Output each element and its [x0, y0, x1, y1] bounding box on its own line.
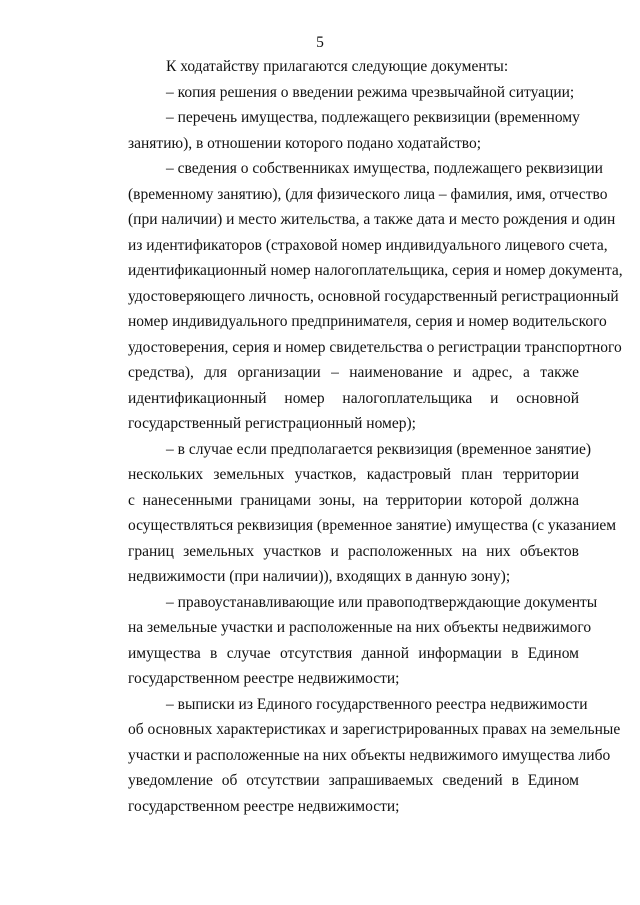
text-line: на земельные участки и расположенные на них объекты недвижимого — [128, 619, 592, 636]
list-item-cadastral-plan — [90, 437, 617, 590]
text-line: (при наличии) и место жительства, а также дата и место рождения и один — [128, 211, 616, 228]
text-line: государственном реестре недвижимости; — [128, 797, 400, 815]
text-line: с нанесенными границами зоны, на территории которой должна — [128, 491, 579, 509]
list-item-decision-copy — [90, 80, 579, 106]
text-line: – выписки из Единого государственного реестра недвижимости — [166, 695, 588, 713]
text-line: нескольких земельных участков, кадастровый план территории — [128, 466, 579, 483]
intro-paragraph — [90, 54, 579, 80]
list-item-owner-info — [90, 156, 623, 437]
text-line: государственном реестре недвижимости; — [128, 670, 400, 687]
text-line: удостоверяющего личность, основной государственный регистрационный — [128, 287, 619, 305]
text-line: государственный регистрационный номер); — [128, 415, 416, 432]
page-number: 5 — [316, 34, 324, 51]
text-line: – сведения о собственниках имущества, подлежащего реквизиции — [166, 160, 603, 177]
list-item-property-list — [90, 105, 579, 156]
text-line: – в случае если предполагается реквизиция (временное занятие) — [166, 440, 592, 458]
text-line: занятию), в отношении которого подано ходатайство; — [128, 134, 481, 152]
list-item-registry-extracts — [90, 692, 621, 820]
text-line: (временному занятию), (для физического лица – фамилия, имя, отчество — [128, 185, 608, 203]
text-line: – копия решения о введении режима чрезвычайной ситуации; — [166, 83, 575, 101]
text-line: из идентификаторов (страховой номер индивидуального лицевого счета, — [128, 236, 608, 254]
text-line: К ходатайству прилагаются следующие документы: — [166, 58, 509, 75]
text-line: – правоустанавливающие или правоподтверждающие документы — [166, 593, 598, 611]
text-line: средства), для организации – наименование и адрес, а также — [128, 364, 579, 381]
text-line: идентификационный номер налогоплательщика, серия и номер документа, — [128, 262, 623, 279]
text-line: – перечень имущества, подлежащего реквизиции (временному — [166, 109, 580, 126]
text-line: недвижимости (при наличии)), входящих в данную зону); — [128, 568, 511, 585]
text-line: идентификационный номер налогоплательщика и основной — [128, 389, 579, 407]
text-line: номер индивидуального предпринимателя, серия и номер водительского — [128, 313, 607, 330]
text-line: границ земельных участков и расположенных на них объектов — [128, 542, 579, 560]
document-body — [90, 54, 623, 819]
text-line: имущества в случае отсутствия данной информации в Едином — [128, 644, 579, 662]
text-line: участки и расположенные на них объекты недвижимого имущества либо — [128, 746, 611, 764]
text-line: уведомление об отсутствии запрашиваемых сведений в Едином — [128, 772, 579, 789]
text-line: осуществляться реквизиция (временное занятие) имущества (с указанием — [128, 517, 617, 534]
list-item-title-documents — [90, 590, 598, 692]
text-line: об основных характеристиках и зарегистрированных правах на земельные — [128, 721, 621, 738]
text-line: удостоверения, серия и номер свидетельства о регистрации транспортного — [128, 338, 622, 356]
